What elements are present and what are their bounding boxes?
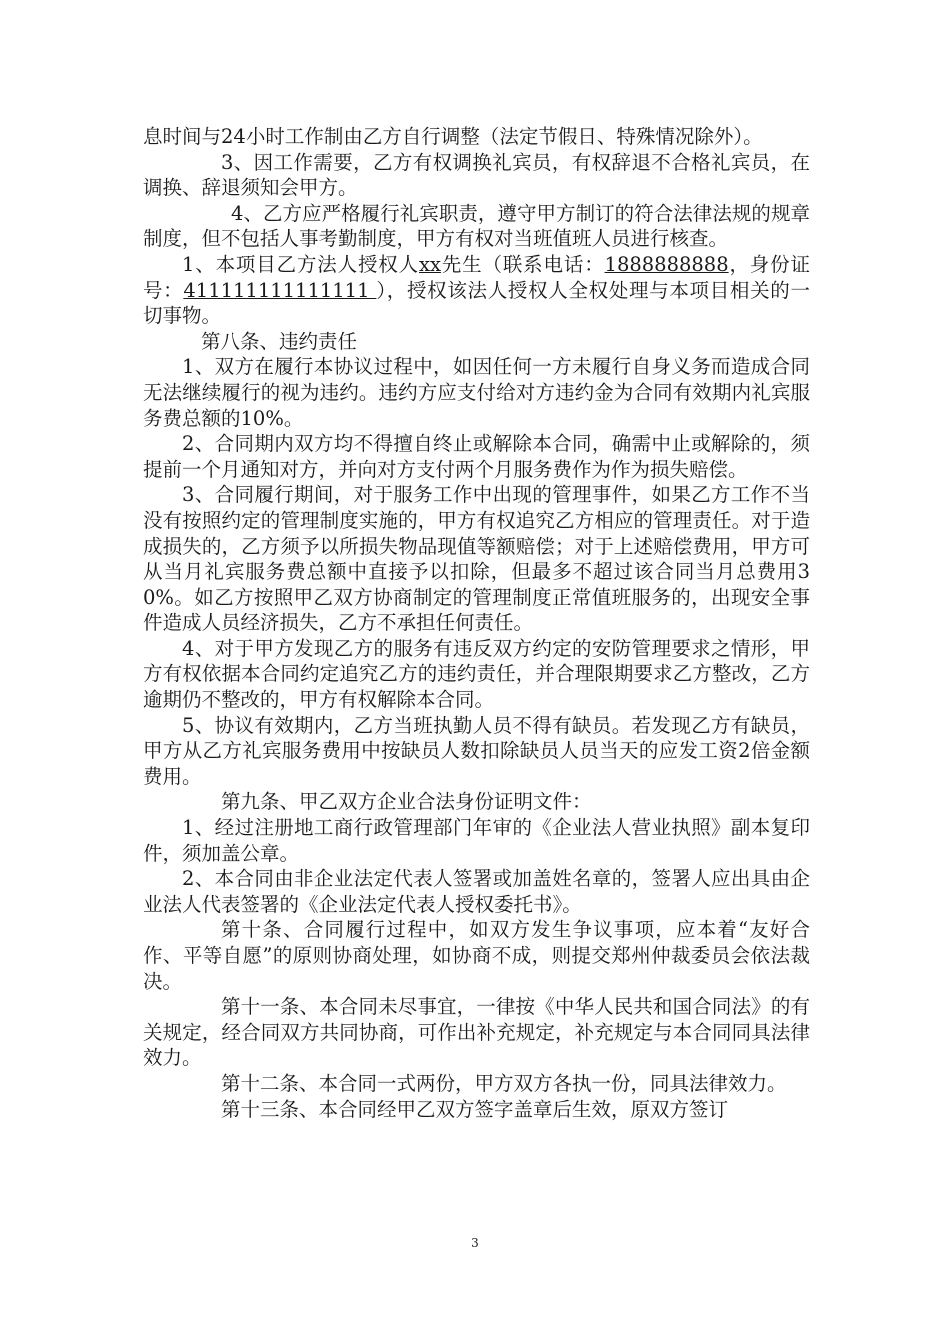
authorized-person-suffix: ），授权该法人授权人全权处理与本项目相关的一切事物。 [143,278,810,328]
paragraph-article-11: 第十一条、本合同未尽事宜，一律按《中华人民共和国合同法》的有关规定，经合同双方共同协商，可作出补充规定，补充规定与本合同同具法律效力。 [143,995,810,1070]
authorized-person-prefix: 1、本项目乙方法人授权人 [182,252,419,276]
paragraph-article-13: 第十三条、本合同经甲乙双方签字盖章后生效，原双方签订 [221,1097,729,1121]
paragraph-breach-2: 2、合同期内双方均不得擅自终止或解除本合同，确需中止或解除的，须提前一个月通知对方，并向对方支付两个月服务费作为作为损失赔偿。 [143,432,810,481]
section-heading-article-9: 第九条、甲乙双方企业合法身份证明文件： [221,790,592,814]
paragraph-article-12: 第十二条、本合同一式两份，甲方双方各执一份，同具法律效力。 [221,1071,787,1095]
paragraph-identity-1: 1、经过注册地工商行政管理部门年审的《企业法人营业执照》副本复印件，须加盖公章。 [143,816,810,865]
paragraph-clause-4: 4、乙方应严格履行礼宾职责，遵守甲方制订的符合法律法规的规章制度，但不包括人事考勤制度，甲方有权对当班值班人员进行核查。 [143,201,810,251]
paragraph-clause-3: 3、因工作需要，乙方有权调换礼宾员，有权辞退不合格礼宾员，在调换、辞退须知会甲方。 [143,150,810,200]
document-body [143,124,810,1122]
authorized-person-id-number: 411111111111111 [183,278,377,302]
page-number: 3 [471,1236,479,1250]
section-heading-article-8: 第八条、违约责任 [201,329,358,353]
paragraph-continued: 息时间与24小时工作制由乙方自行调整（法定节假日、特殊情况除外）。 [143,125,763,148]
paragraph-breach-3: 3、合同履行期间，对于服务工作中出现的管理事件，如果乙方工作不当没有按照约定的管理制度实施的，甲方有权追究乙方相应的管理责任。对于造成损失的，乙方须予以所损失物品现值等额赔偿；对于上述赔偿费用，甲方可从当月礼宾服务费总额中直接予以扣除，但最多不超过该合同当月总费用30%。如乙方按照甲乙双方协商制定的管理制度正常值班服务的，出现安全事件造成人员经济损失，乙方不承担任何责任。 [143,483,810,635]
paragraph-breach-5: 5、协议有效期内，乙方当班执勤人员不得有缺员。若发现乙方有缺员，甲方从乙方礼宾服务费用中按缺员人数扣除缺员人员当天的应发工资2倍金额费用。 [143,713,810,788]
authorized-person-name: xx [418,252,441,276]
paragraph-identity-2: 2、本合同由非企业法定代表人签署或加盖姓名章的，签署人应出具由企业法人代表签署的《企业法定代表人授权委托书》。 [143,867,810,916]
paragraph-breach-4: 4、对于甲方发现乙方的服务有违反双方约定的安防管理要求之情形，甲方有权依据本合同约定追究乙方的违约责任，并合理限期要求乙方整改，乙方逾期仍不整改的，甲方有权解除本合同。 [143,636,810,712]
authorized-person-id-label: ，身份证号： [143,252,810,302]
paragraph-breach-1: 1、双方在履行本协议过程中，如因任何一方未履行自身义务而造成合同无法继续履行的视为违约。违约方应支付给对方违约金为合同有效期内礼宾服务费总额的10%。 [143,355,810,430]
authorized-person-phone-label: 先生（联系电话： [440,252,605,276]
paragraph-authorized-person [143,252,810,329]
paragraph-article-10: 第十条、合同履行过程中，如双方发生争议事项，应本着“友好合作、平等自愿”的原则协商处理，如协商不成，则提交郑州仲裁委员会依法裁决。 [143,918,810,993]
authorized-person-phone: 1888888888 [604,252,729,276]
